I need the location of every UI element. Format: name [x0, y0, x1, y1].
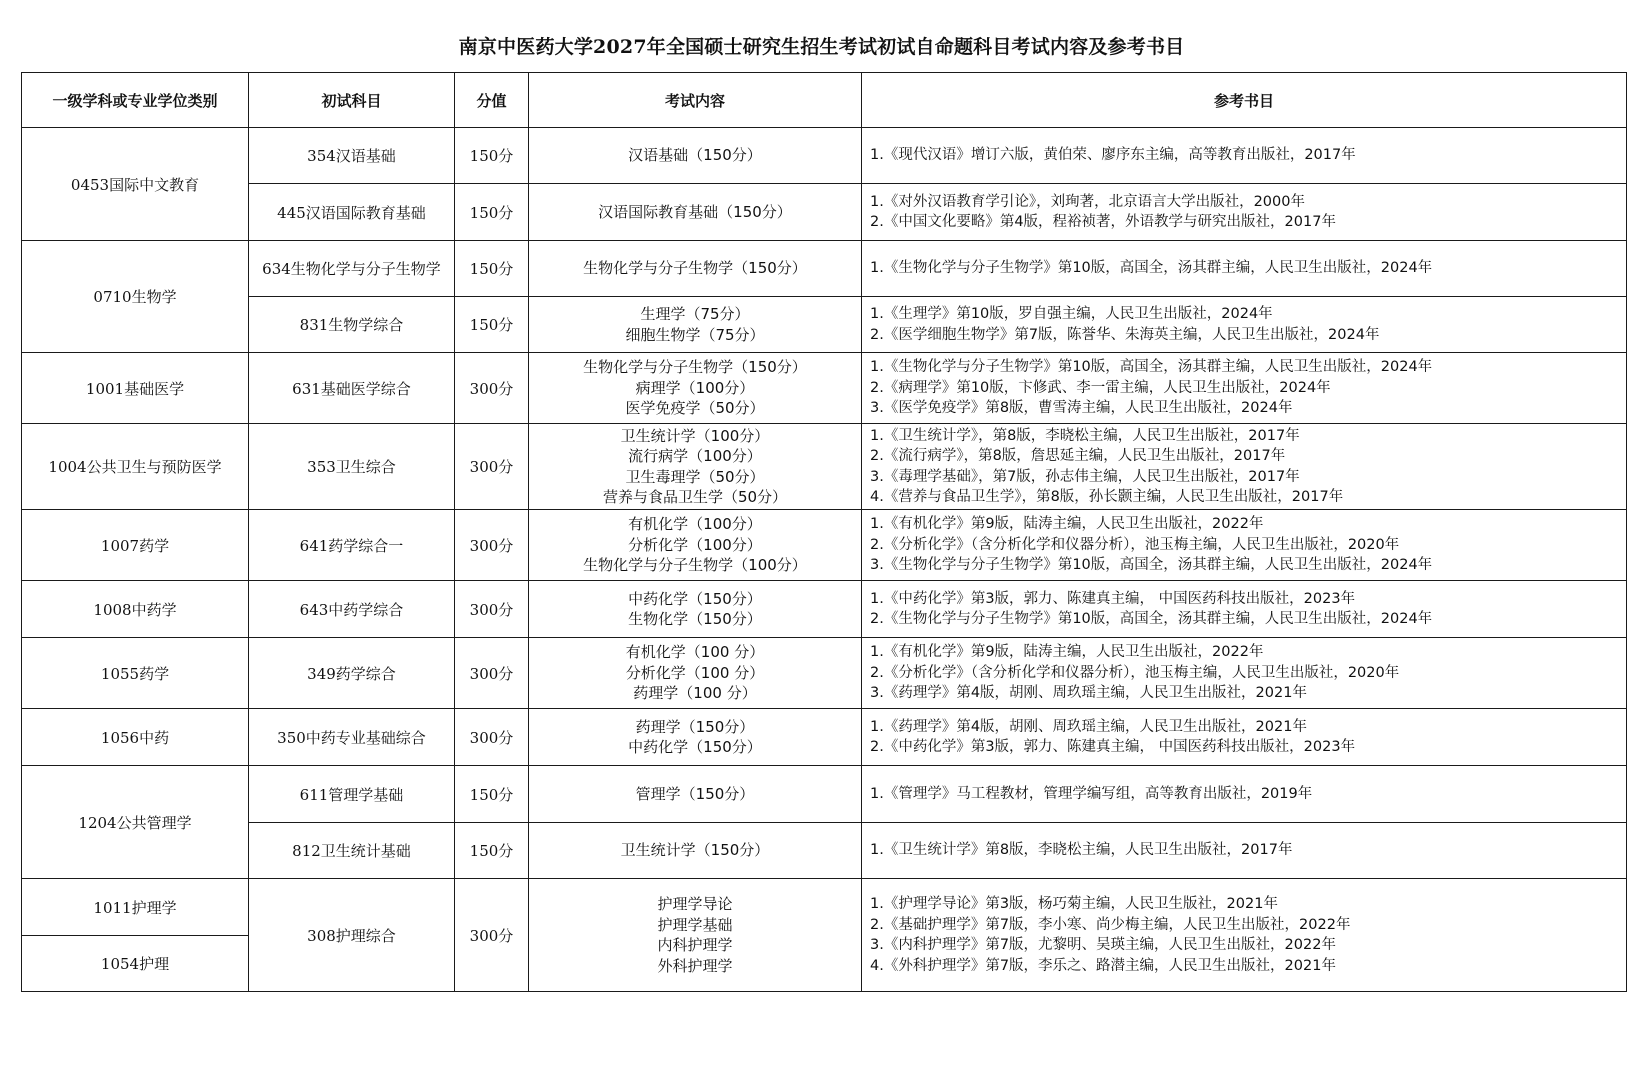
- content-line: 药理学（150分）: [635, 717, 755, 736]
- references-cell: [862, 353, 1627, 424]
- references-cell: [862, 709, 1627, 766]
- content-line: 汉语国际教育基础（150分）: [598, 202, 792, 221]
- reference-line: 1.《现代汉语》增订六版，黄伯荣、廖序东主编，高等教育出版社，2017年: [870, 147, 1356, 164]
- reference-line: 2.《分析化学》（含分析化学和仪器分析），池玉梅主编，人民卫生出版社，2020年: [870, 536, 1400, 553]
- score-cell: 150分: [455, 184, 529, 241]
- score-cell: 300分: [455, 581, 529, 638]
- content-line: 生理学（75分）: [640, 305, 750, 323]
- discipline-cell: 1007药学: [22, 510, 249, 581]
- content-cell: [529, 424, 862, 510]
- discipline-cell: 0453国际中文教育: [22, 128, 249, 241]
- table-row: [22, 353, 1627, 424]
- score-cell: 300分: [455, 353, 529, 424]
- references-cell: [862, 823, 1627, 879]
- reference-line: 3.《毒理学基础》，第7版，孙志伟主编，人民卫生出版社，2017年: [870, 468, 1300, 485]
- table-row: [22, 424, 1627, 510]
- content-cell: [529, 581, 862, 638]
- subject-cell: 831生物学综合: [249, 297, 455, 353]
- table-row: [22, 241, 1627, 297]
- content-line: 有机化学（100 分）: [625, 643, 765, 662]
- reference-line: 1.《护理学导论》第3版，杨巧菊主编，人民卫生版社，2021年: [870, 896, 1278, 912]
- references-cell: [862, 510, 1627, 581]
- reference-line: 1.《卫生统计学》第8版，李晓松主编，人民卫生出版社，2017年: [870, 842, 1293, 859]
- table-row: [22, 581, 1627, 638]
- table-row: [22, 510, 1627, 581]
- content-cell: [529, 353, 862, 424]
- subject-cell: 643中药学综合: [249, 581, 455, 638]
- content-line: 药理学（100 分）: [633, 684, 757, 703]
- content-cell: [529, 638, 862, 709]
- reference-line: 1.《生理学》第10版，罗自强主编，人民卫生出版社，2024年: [870, 306, 1273, 322]
- header-discipline: 一级学科或专业学位类别: [22, 73, 249, 128]
- content-line: 细胞生物学（75分）: [625, 325, 765, 344]
- document-title: 南京中医药大学2027年全国硕士研究生招生考试初试自命题科目考试内容及参考书目: [458, 36, 1185, 58]
- reference-line: 2.《分析化学》（含分析化学和仪器分析），池玉梅主编，人民卫生出版社，2020年: [870, 664, 1400, 681]
- content-cell: [529, 823, 862, 879]
- content-cell: [529, 128, 862, 184]
- references-cell: [862, 638, 1627, 709]
- subject-cell: 445汉语国际教育基础: [249, 184, 455, 241]
- score-cell: 300分: [455, 879, 529, 992]
- reference-line: 2.《病理学》第10版，卞修武、李一雷主编，人民卫生出版社，2024年: [870, 379, 1331, 396]
- subject-cell: 812卫生统计基础: [249, 823, 455, 879]
- table-row: [22, 128, 1627, 184]
- table-row: [22, 879, 1627, 936]
- content-line: 营养与食品卫生学（50分）: [602, 488, 788, 506]
- content-line: 病理学（100分）: [635, 378, 755, 397]
- content-line: 分析化学（100分）: [628, 535, 762, 554]
- discipline-cell: 1055药学: [22, 638, 249, 709]
- exam-subjects-table: [21, 72, 1627, 992]
- score-cell: 150分: [455, 297, 529, 353]
- reference-line: 1.《有机化学》第9版，陆涛主编，人民卫生出版社，2022年: [870, 644, 1264, 661]
- reference-line: 2.《中国文化要略》第4版，程裕祯著，外语教学与研究出版社，2017年: [870, 214, 1336, 230]
- reference-line: 3.《医学免疫学》第8版，曹雪涛主编，人民卫生出版社，2024年: [870, 400, 1293, 417]
- header-score: 分值: [455, 73, 529, 128]
- content-line: 有机化学（100分）: [628, 515, 762, 534]
- table-row: [22, 766, 1627, 823]
- references-cell: [862, 879, 1627, 992]
- references-cell: [862, 128, 1627, 184]
- reference-line: 1.《生物化学与分子生物学》第10版，高国全，汤其群主编，人民卫生出版社，2024年: [870, 260, 1433, 277]
- references-cell: [862, 184, 1627, 241]
- reference-line: 4.《营养与食品卫生学》，第8版，孙长颢主编，人民卫生出版社，2017年: [870, 489, 1344, 505]
- score-cell: 300分: [455, 510, 529, 581]
- subject-cell: 611管理学基础: [249, 766, 455, 823]
- reference-line: 2.《基础护理学》第7版，李小寒、尚少梅主编，人民卫生出版社，2022年: [870, 916, 1351, 933]
- reference-line: 1.《生物化学与分子生物学》第10版，高国全，汤其群主编，人民卫生出版社，2024年: [870, 359, 1433, 376]
- content-line: 生物化学（150分）: [628, 610, 762, 628]
- content-line: 卫生统计学（100分）: [620, 426, 770, 445]
- discipline-cell: 1001基础医学: [22, 353, 249, 424]
- score-cell: 300分: [455, 709, 529, 766]
- references-cell: [862, 581, 1627, 638]
- references-cell: [862, 297, 1627, 353]
- content-line: 生物化学与分子生物学（100分）: [583, 556, 807, 575]
- reference-line: 1.《卫生统计学》，第8版，李晓松主编，人民卫生出版社，2017年: [870, 427, 1300, 444]
- score-cell: 150分: [455, 128, 529, 184]
- table-row: [22, 638, 1627, 709]
- content-cell: [529, 184, 862, 241]
- subject-cell: 349药学综合: [249, 638, 455, 709]
- references-cell: [862, 241, 1627, 297]
- reference-line: 1.《管理学》马工程教材，管理学编写组，高等教育出版社，2019年: [870, 785, 1313, 802]
- reference-line: 2.《医学细胞生物学》第7版，陈誉华、朱海英主编，人民卫生出版社，2024年: [870, 326, 1380, 343]
- content-line: 中药化学（150分）: [628, 589, 762, 608]
- content-line: 卫生毒理学（50分）: [625, 467, 765, 486]
- score-cell: 150分: [455, 241, 529, 297]
- score-cell: 300分: [455, 424, 529, 510]
- subject-cell: 308护理综合: [249, 879, 455, 992]
- subject-cell: 354汉语基础: [249, 128, 455, 184]
- header-references: 参考书目: [862, 73, 1627, 128]
- discipline-cell: 1204公共管理学: [22, 766, 249, 879]
- reference-line: 1.《中药化学》第3版，郭力、陈建真主编， 中国医药科技出版社，2023年: [870, 590, 1356, 607]
- discipline-cell: 0710生物学: [22, 241, 249, 353]
- score-cell: 150分: [455, 823, 529, 879]
- discipline-cell: 1008中药学: [22, 581, 249, 638]
- header-content: 考试内容: [529, 73, 862, 128]
- reference-line: 2.《生物化学与分子生物学》第10版，高国全，汤其群主编，人民卫生出版社，2024年: [870, 611, 1433, 627]
- content-line: 外科护理学: [657, 956, 733, 975]
- content-cell: [529, 241, 862, 297]
- table-row: [22, 823, 1627, 879]
- content-line: 医学免疫学（50分）: [625, 399, 765, 418]
- content-line: 分析化学（100 分）: [625, 663, 765, 682]
- table-row: [22, 184, 1627, 241]
- subject-cell: 350中药专业基础综合: [249, 709, 455, 766]
- reference-line: 2.《流行病学》，第8版，詹思延主编，人民卫生出版社，2017年: [870, 448, 1286, 464]
- score-cell: 300分: [455, 638, 529, 709]
- content-cell: [529, 709, 862, 766]
- reference-line: 3.《生物化学与分子生物学》第10版，高国全，汤其群主编，人民卫生出版社，2024年: [870, 557, 1433, 574]
- content-line: 生物化学与分子生物学（150分）: [583, 259, 807, 278]
- reference-line: 1.《对外汉语教育学引论》，刘珣著，北京语言大学出版社，2000年: [870, 193, 1305, 210]
- subject-cell: 353卫生综合: [249, 424, 455, 510]
- content-line: 管理学（150分）: [635, 784, 755, 803]
- content-line: 汉语基础（150分）: [628, 146, 762, 165]
- content-cell: [529, 297, 862, 353]
- content-line: 内科护理学: [657, 936, 733, 954]
- content-line: 护理学基础: [657, 915, 733, 934]
- content-line: 流行病学（100分）: [628, 447, 762, 465]
- subject-cell: 641药学综合一: [249, 510, 455, 581]
- table-header-row: [22, 73, 1627, 128]
- reference-line: 3.《药理学》第4版，胡刚、周玖瑶主编，人民卫生出版社，2021年: [870, 685, 1307, 702]
- table-row: [22, 297, 1627, 353]
- discipline-cell: 1011护理学: [22, 879, 249, 936]
- references-cell: [862, 766, 1627, 823]
- table-row: [22, 709, 1627, 766]
- references-cell: [862, 424, 1627, 510]
- reference-line: 1.《药理学》第4版，胡刚、周玖瑶主编，人民卫生出版社，2021年: [870, 718, 1307, 735]
- score-cell: 150分: [455, 766, 529, 823]
- content-line: 中药化学（150分）: [628, 738, 762, 756]
- subject-cell: 631基础医学综合: [249, 353, 455, 424]
- discipline-cell: 1056中药: [22, 709, 249, 766]
- subject-cell: 634生物化学与分子生物学: [249, 241, 455, 297]
- discipline-cell: 1004公共卫生与预防医学: [22, 424, 249, 510]
- reference-line: 2.《中药化学》第3版，郭力、陈建真主编， 中国医药科技出版社，2023年: [870, 739, 1356, 755]
- content-cell: [529, 510, 862, 581]
- content-cell: [529, 766, 862, 823]
- content-line: 生物化学与分子生物学（150分）: [583, 358, 807, 377]
- header-subject: 初试科目: [249, 73, 455, 128]
- reference-line: 1.《有机化学》第9版，陆涛主编，人民卫生出版社，2022年: [870, 516, 1264, 533]
- discipline-cell: 1054护理: [22, 936, 249, 992]
- content-line: 护理学导论: [657, 895, 733, 913]
- reference-line: 4.《外科护理学》第7版，李乐之、路潜主编，人民卫生出版社，2021年: [870, 957, 1336, 974]
- content-line: 卫生统计学（150分）: [620, 841, 770, 860]
- content-cell: [529, 879, 862, 992]
- reference-line: 3.《内科护理学》第7版，尤黎明、吴瑛主编，人民卫生出版社，2022年: [870, 937, 1336, 953]
